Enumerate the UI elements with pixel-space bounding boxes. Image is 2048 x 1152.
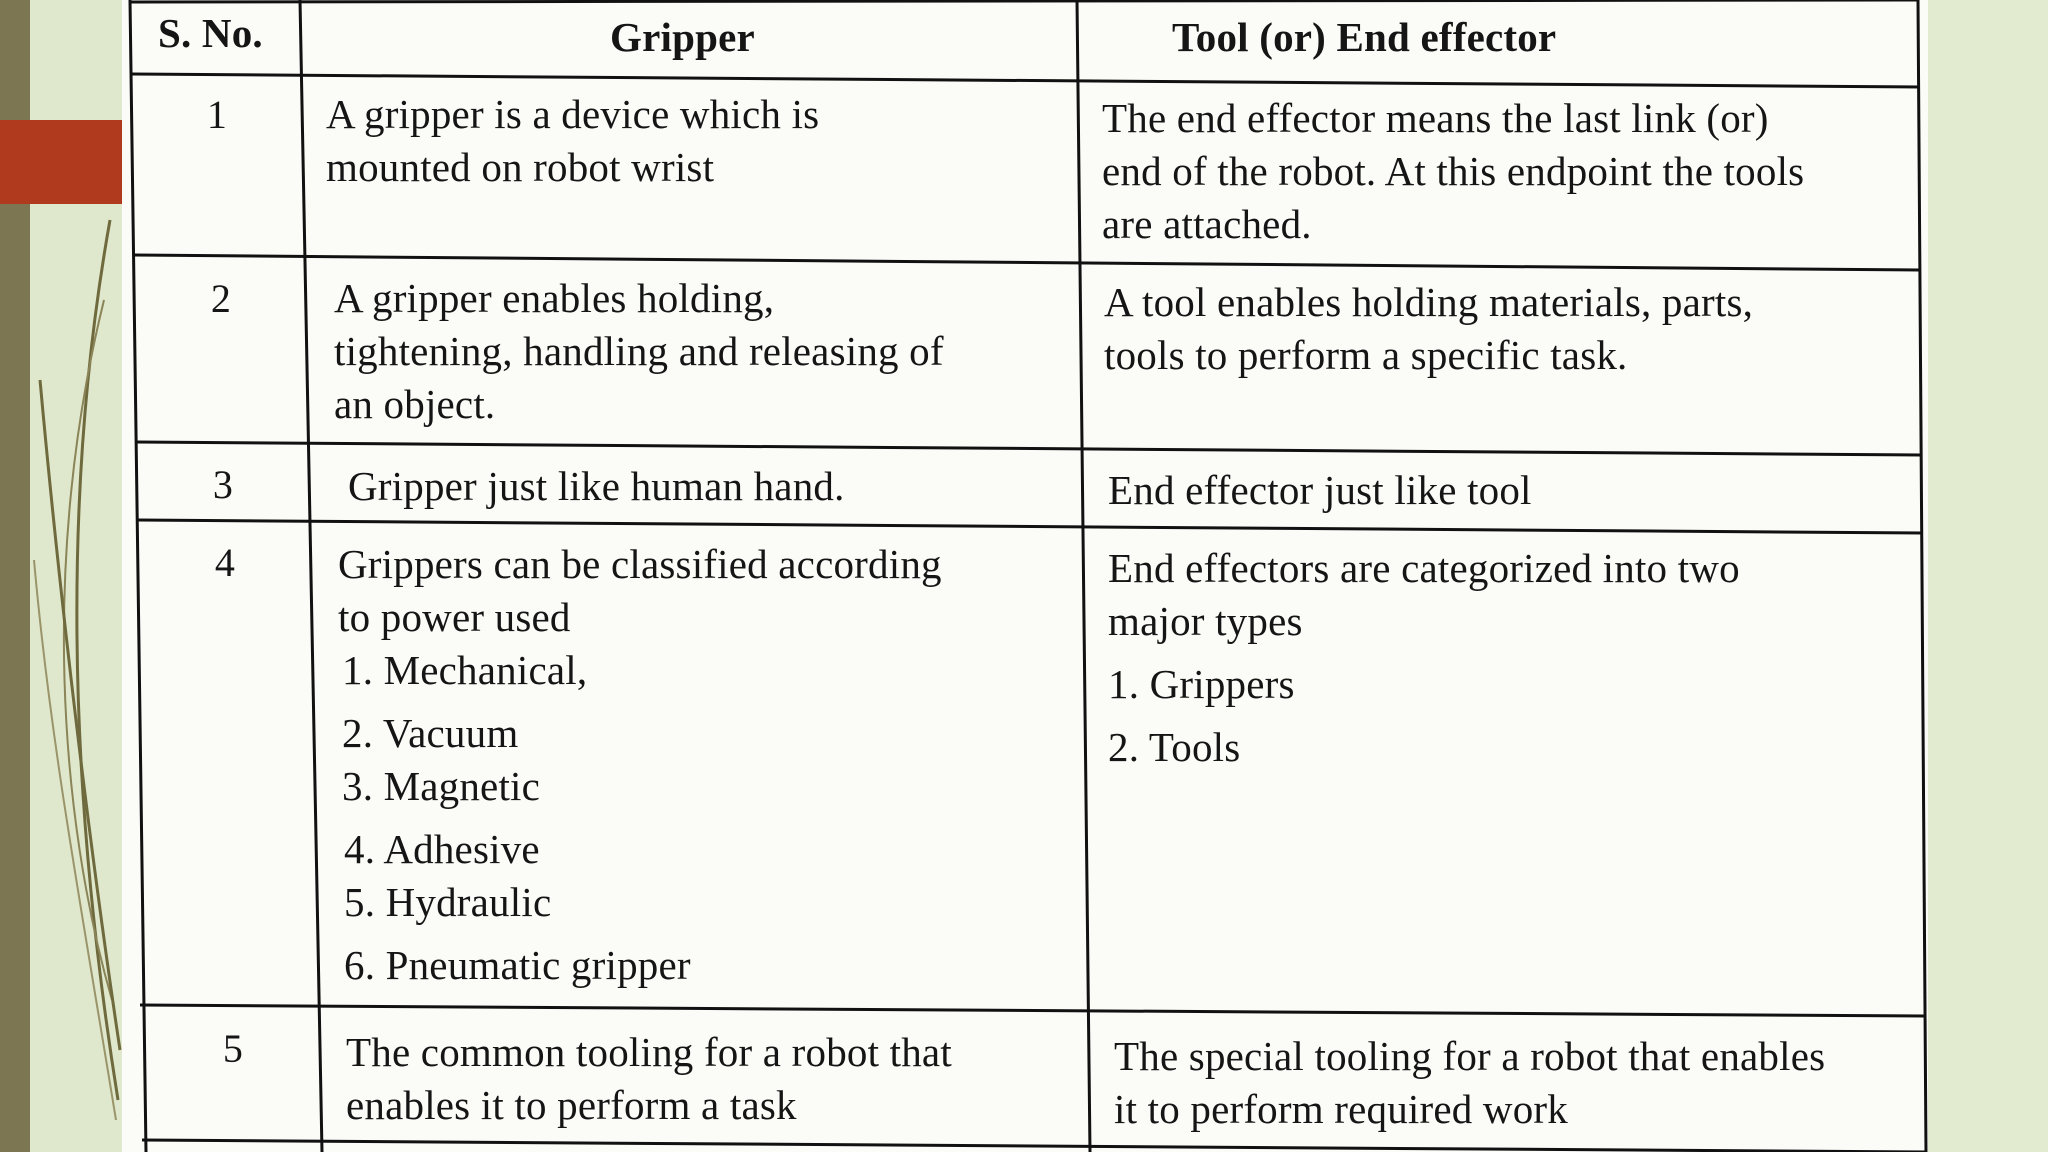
row-2-gripper-line: tightening, handling and releasing of: [334, 328, 944, 374]
row-4-gripper-line: Grippers can be classified according: [338, 541, 942, 587]
row-1-gripper-line: mounted on robot wrist: [326, 144, 715, 190]
row-4-tool-list-item: 2. Tools: [1108, 724, 1241, 770]
row-4-tool-line: major types: [1108, 598, 1303, 644]
row-4-gripper-list-item: 2. Vacuum: [342, 710, 519, 756]
row-5-gripper: [346, 1026, 952, 1132]
row-4-tool-line: End effectors are categorized into two: [1108, 545, 1740, 591]
header-tool: Tool (or) End effector: [1172, 14, 1557, 60]
row-4-sno: 4: [214, 540, 236, 585]
row-5-tool-line: it to perform required work: [1114, 1086, 1568, 1132]
row-4-gripper-line: to power used: [338, 594, 571, 640]
row-2-gripper: [334, 272, 944, 431]
row-5-sno: 5: [222, 1026, 244, 1071]
row-5-tool-line: The special tooling for a robot that enables: [1114, 1033, 1826, 1079]
header-sno: S. No.: [158, 10, 263, 56]
row-1-gripper: [326, 88, 819, 194]
row-4-tool-list-item: 1. Grippers: [1108, 661, 1295, 707]
row-1-tool: [1102, 92, 1804, 251]
row-3-gripper-line: Gripper just like human hand.: [348, 463, 845, 509]
row-5-gripper-line: enables it to perform a task: [346, 1082, 797, 1128]
row-4-gripper-list-item: 6. Pneumatic gripper: [344, 942, 691, 988]
row-1-tool-line: are attached.: [1102, 201, 1312, 247]
row-2-tool-line: A tool enables holding materials, parts,: [1104, 279, 1754, 325]
row-4-gripper: [338, 538, 942, 992]
row-4-gripper-list-item: 1. Mechanical,: [342, 647, 588, 693]
row-2-gripper-line: an object.: [334, 381, 496, 427]
row-2-tool: [1104, 276, 1753, 382]
row-1-tool-line: The end effector means the last link (or): [1102, 95, 1769, 141]
row-2-sno: 2: [210, 276, 232, 321]
header-gripper: Gripper: [610, 14, 755, 60]
row-1-sno: 1: [206, 92, 228, 137]
row-1-gripper-line: A gripper is a device which is: [326, 91, 820, 137]
right-decor-panel: [1928, 0, 2048, 1152]
row-3-sno: 3: [212, 462, 234, 507]
row-5-tool: [1114, 1030, 1825, 1136]
row-1-tool-line: end of the robot. At this endpoint the tools: [1102, 148, 1805, 194]
row-4-gripper-list-item: 5. Hydraulic: [344, 879, 552, 925]
comparison-table: [122, 0, 1928, 1152]
red-accent-tab: [0, 120, 122, 204]
row-5-gripper-line: The common tooling for a robot that: [346, 1029, 952, 1075]
row-3-tool: [1108, 464, 1532, 517]
row-2-gripper-line: A gripper enables holding,: [334, 275, 775, 321]
row-4-tool: [1108, 542, 1740, 774]
row-2-tool-line: tools to perform a specific task.: [1104, 332, 1628, 378]
row-3-tool-line: End effector just like tool: [1108, 467, 1532, 513]
row-4-gripper-list-item: 4. Adhesive: [344, 826, 540, 872]
row-4-gripper-list-item: 3. Magnetic: [342, 763, 541, 809]
row-3-gripper: [348, 460, 845, 513]
